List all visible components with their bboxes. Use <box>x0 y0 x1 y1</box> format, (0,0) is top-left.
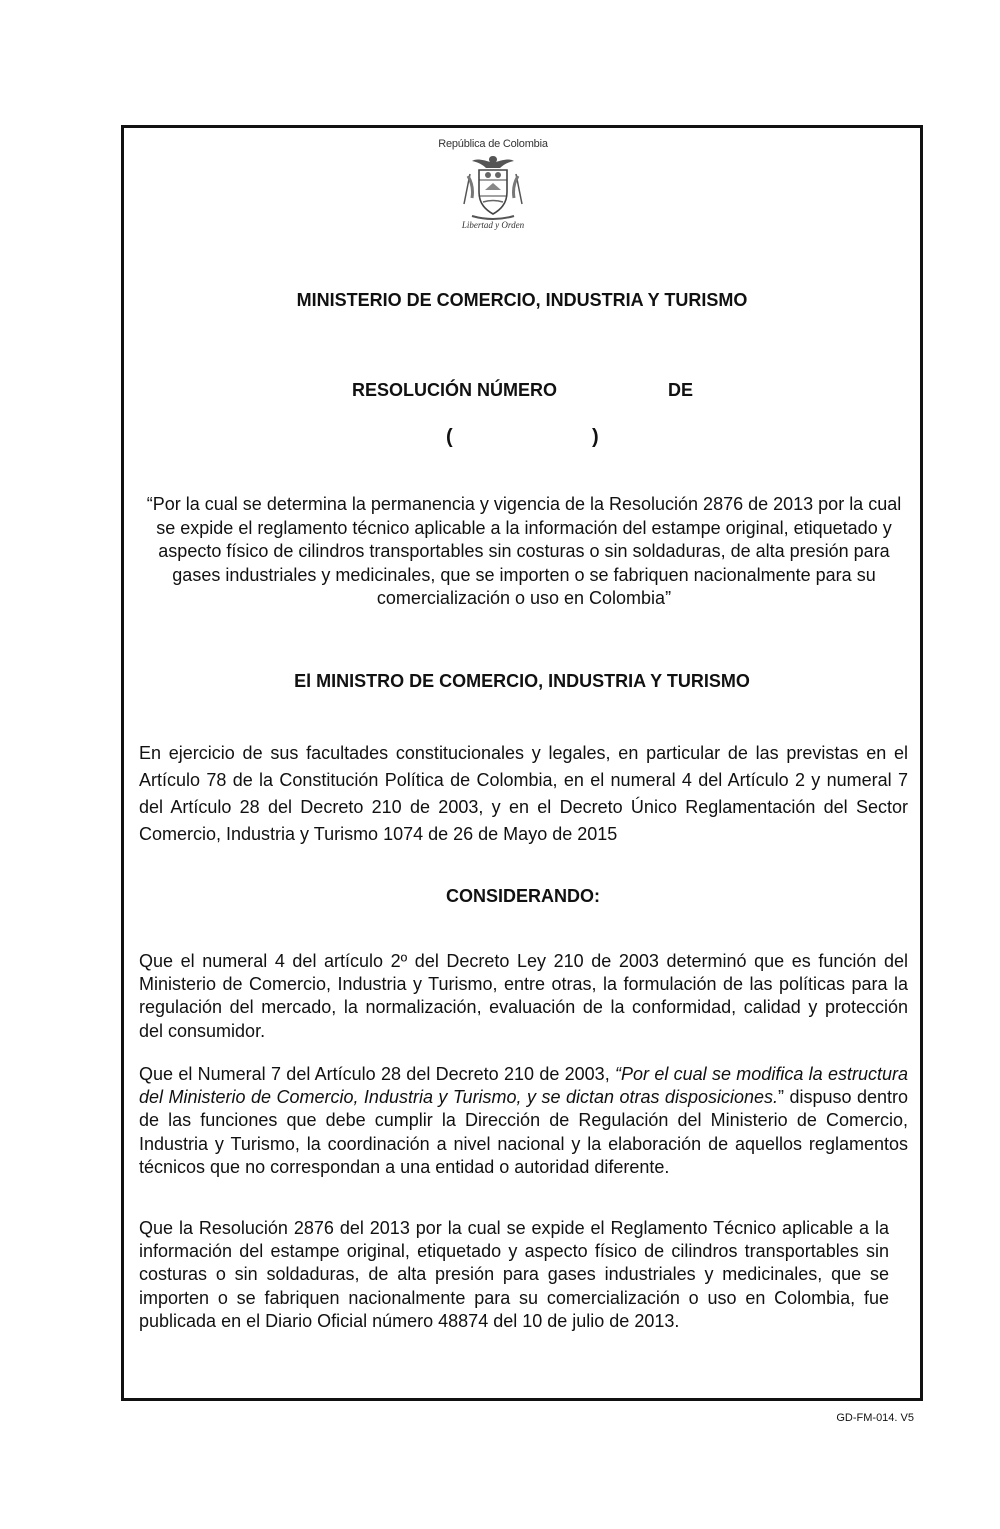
resolution-number-label: RESOLUCIÓN NÚMERO <box>352 380 558 400</box>
ministry-heading: MINISTERIO DE COMERCIO, INDUSTRIA Y TURISMO <box>296 290 748 310</box>
exercise-paragraph: En ejercicio de sus facultades constitucionales y legales, en particular de las previstas en el Artículo 78 de la Constitución Política de Colombia, en el numeral 4 del Artículo 2 y numeral 7 del Artículo 28 del Decreto 210 de 2003, y en el Decreto Único Reglamentación del Sector Comercio, Industria y Turismo 1074 de 26 de Mayo de 2015 <box>139 743 908 844</box>
p2-text-end: ” dispuso dentro de las funciones que debe cumplir la Dirección de Regulación del Ministerio de Comercio, Industria y Turismo, la coordinación a nivel nacional y la elaboración de aquellos reglamentos técnicos que no correspondan a una entidad o autoridad diferente. <box>139 1087 908 1177</box>
p2-italic-citation: “Por el cual se modifica la estructura del Ministerio de Comercio, Industria y Turismo, y se dictan otras disposiciones. <box>139 1064 908 1108</box>
seal-country-text: República de Colombia <box>438 138 548 150</box>
date-paren-close: ) <box>592 426 599 448</box>
minister-heading: El MINISTRO DE COMERCIO, INDUSTRIA Y TURISMO <box>294 671 750 691</box>
considerando-paragraph-1: Que el numeral 4 del artículo 2º del Decreto Ley 210 de 2003 determinó que es función del Ministerio de Comercio, Industria y Turismo, entre otras, la formulación de las políticas para la regulación del mercado, la normalización, evaluación de la conformidad, calidad y protección del consumidor. <box>139 951 908 1041</box>
resolution-de-label: DE <box>668 380 694 400</box>
resolution-title: “Por la cual se determina la permanencia y vigencia de la Resolución 2876 de 2013 por la cual se expide el reglamento técnico aplicable a la información del estampe original, etiquetado y aspecto físico de cilindros transportables sin costuras o sin soldaduras, de alta presión para gases industriales y medicinales, que se importen o se fabriquen nacionalmente para su comercialización o uso en Colombia” <box>146 494 902 608</box>
considerando-heading: CONSIDERANDO: <box>445 886 600 906</box>
coat-of-arms-icon <box>458 152 528 222</box>
considerando-paragraph-2 <box>139 1063 908 1179</box>
considerando-paragraph-3: Que la Resolución 2876 del 2013 por la cual se expide el Reglamento Técnico aplicable a la información del estampe original, etiquetado y aspecto físico de cilindros transportables sin costuras o sin soldaduras, de alta presión para gases industriales y medicinales, que se importen o se fabriquen nacionalmente para su comercialización o uso en Colombia, fue publicada en el Diario Oficial número 48874 del 10 de julio de 2013. <box>139 1218 889 1331</box>
seal-motto-text: Libertad y Orden <box>461 220 525 230</box>
coat-of-arms-seal <box>430 138 556 244</box>
p2-text-start: Que el Numeral 7 del Artículo 28 del Decreto 210 de 2003, <box>139 1064 616 1084</box>
form-code-footer: GD-FM-014. V5 <box>836 1412 914 1424</box>
date-paren-open: ( <box>446 426 453 448</box>
